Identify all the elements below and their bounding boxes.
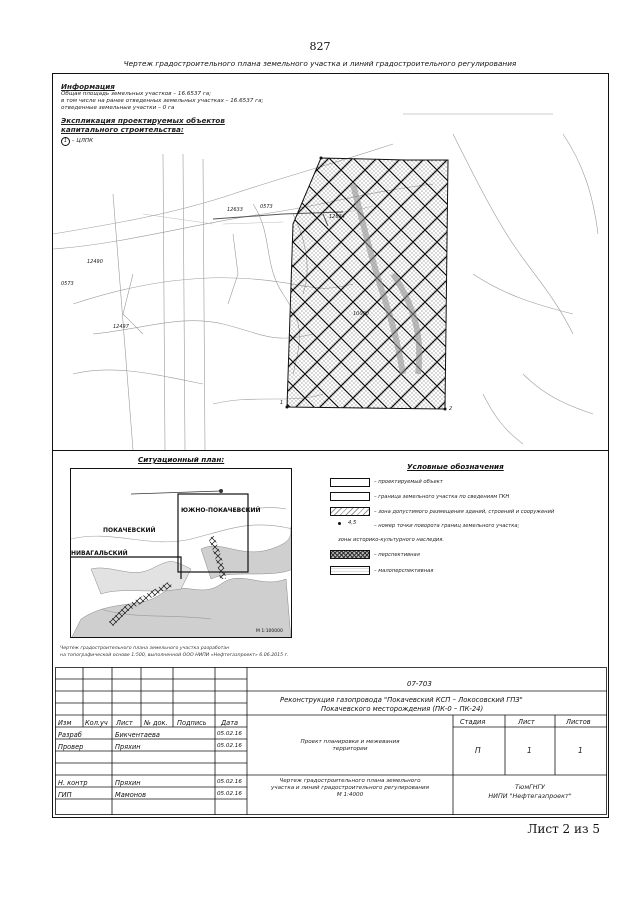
legend-symbol-object [330, 478, 370, 487]
legend-symbol-low-perspective [330, 566, 370, 575]
legend-title: Условные обозначения [407, 462, 504, 471]
explication-heading: Экспликация проектируемых объектов [61, 116, 225, 125]
stamp-date: 05.02.16 [217, 731, 242, 737]
stamp-org [453, 783, 607, 801]
stamp-drawing [247, 778, 453, 799]
plot-point-label: 2 [449, 406, 453, 412]
map-label: 12633 [227, 207, 243, 213]
plot-point-label: 1 [280, 400, 284, 406]
legend-item: – проектируемый объект [374, 479, 443, 485]
stamp-drawing-line: М 1:4000 [336, 792, 364, 798]
stamp-header: Изм [58, 719, 72, 727]
legend-item: – номер точки поворота границ земельного участка; [374, 523, 520, 529]
stamp-drawing-line: участка и линий градостроительного регулирования [270, 785, 430, 791]
explication-marker: 1 [61, 137, 70, 146]
situation-label-south: ЮЖНО-ПОКАЧЕВСКИЙ [181, 507, 261, 514]
footnote-line: Чертеж градостроительного плана земельного участка разработан [60, 646, 230, 651]
stamp-doc [247, 739, 453, 753]
info-line: отведенные земельные участки – 0 га [61, 105, 175, 111]
divider [53, 450, 608, 451]
stamp-org-line: НИПИ "Нефтегазпроект" [488, 792, 572, 800]
stamp-header: Подпись [177, 719, 207, 727]
situation-scale: М 1:100000 [256, 629, 283, 634]
stamp-role: Н. контр [58, 779, 88, 787]
stamp-name: Пряхин [115, 743, 141, 751]
stamp-org-line: ТюмГНГУ [515, 783, 545, 791]
stamp-header: Дата [221, 719, 239, 727]
footnote [60, 646, 360, 659]
stamp-role: Провер [58, 743, 84, 751]
main-map [53, 74, 608, 450]
explication-item [61, 137, 301, 146]
situation-label-ivagal: НИВАГАЛЬСКИЙ [71, 550, 128, 557]
legend-point-example: 4,5 [348, 520, 357, 526]
stamp-role: ГИП [58, 791, 72, 799]
stamp-header: Лист [116, 719, 133, 727]
sheet-counter: Лист 2 из 5 [527, 822, 600, 836]
stamp-name: Пряхин [115, 779, 141, 787]
legend-item: – малоперспективная [374, 568, 434, 574]
stamp-sheet-header: Лист [518, 718, 535, 726]
explication-text: – ЦЛПК [71, 138, 94, 144]
plot-boundary [287, 158, 448, 409]
map-label: 12634 [329, 214, 345, 220]
stamp-header: Кол.уч [85, 719, 108, 727]
stamp-stage-header: Стадия [460, 718, 486, 726]
stamp-code: 07-703 [407, 680, 432, 688]
legend-symbol-zone [330, 507, 370, 516]
stamp-date: 05.02.16 [217, 743, 242, 749]
legend-item: – зона допустимого размещения зданий, строений и сооружений [374, 509, 555, 515]
legend [330, 478, 600, 588]
stamp-header: № док. [144, 719, 168, 727]
map-label: 12490 [87, 259, 103, 265]
stamp-sheets-header: Листов [566, 718, 591, 726]
legend-symbol-boundary [330, 492, 370, 501]
stamp-doc-line: Проект планировки и межевания [300, 739, 400, 745]
map-label: 0573 [260, 204, 273, 210]
stamp-sheets-value: 1 [578, 746, 583, 755]
situation-plan-map [70, 468, 292, 638]
stamp-name: Мамонов [115, 791, 146, 799]
legend-item: зоны историко-культурного наследия. [338, 537, 445, 543]
point-marker-icon [338, 522, 341, 525]
stamp-project-line: Покачевского месторождения (ПК-0 – ПК-24) [321, 705, 484, 713]
map-label: 0573 [61, 281, 74, 287]
title-block [55, 667, 607, 815]
stamp-project-line: Реконструкция газопровода "Покачевский КСП – Локосовский ГПЗ" [280, 696, 523, 704]
info-line: Общая площадь земельных участков – 16.6537 га; [61, 91, 212, 97]
stamp-drawing-line: Чертеж градостроительного плана земельного [279, 778, 421, 784]
footnote-line: на топографической основе 1:500, выполненной ООО НИПИ «Нефтегазпроект» 6.06.2015 г. [60, 652, 289, 658]
map-label: 10000 [353, 311, 369, 317]
stamp-role: Разраб [58, 731, 82, 739]
stamp-date: 05.02.16 [217, 779, 242, 785]
stamp-sheet-value: 1 [527, 746, 532, 755]
legend-item: – граница земельного участка по сведениям ГКН [374, 494, 510, 500]
legend-item: – перспективная [374, 552, 420, 558]
info-line: в том числе на ранее отведенных земельных участках – 16.6537 га; [61, 98, 264, 104]
info-heading: Информация [61, 82, 115, 91]
info-block [61, 82, 301, 146]
page-number: 827 [309, 40, 331, 53]
sheet-title: Чертеж градостроительного плана земельного участка и линий градостроительного регулирования [123, 59, 517, 68]
stamp-doc-line: территории [332, 746, 368, 752]
explication-heading: капитального строительства: [61, 125, 184, 134]
situation-plan-title: Ситуационный план: [138, 455, 225, 464]
legend-symbol-perspective [330, 550, 370, 559]
stamp-name: Бикчентаева [115, 731, 160, 739]
stamp-stage-value: П [475, 746, 481, 755]
stamp-date: 05.02.16 [217, 791, 242, 797]
map-label: 12497 [113, 324, 129, 330]
situation-label-pokachev: ПОКАЧЕВСКИЙ [103, 527, 156, 534]
